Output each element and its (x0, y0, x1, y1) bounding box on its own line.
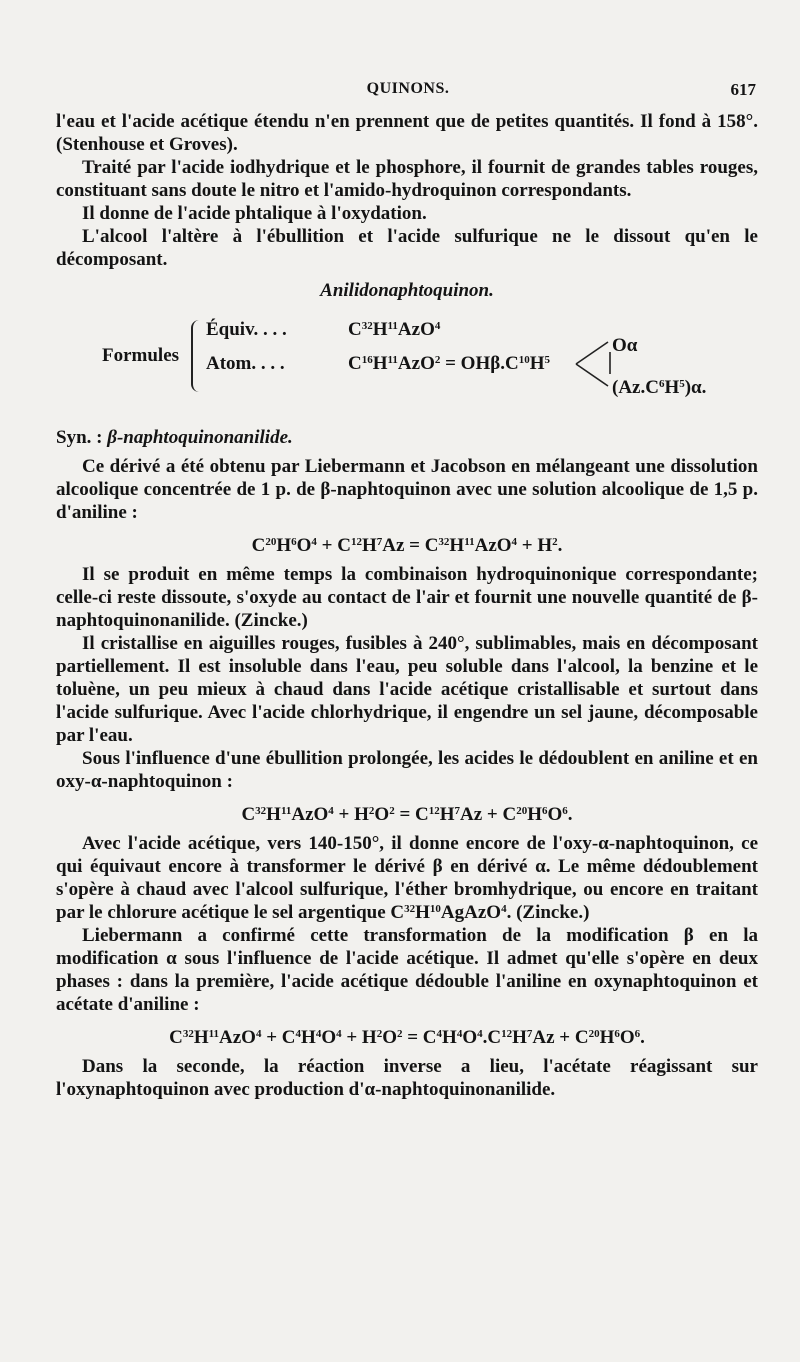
paragraph-5: Ce dérivé a été obtenu par Liebermann et Jacobson en mélangeant une dissolution alcoolique concentrée de 1 p. de β-naphtoquinon avec une solution alcoolique de 1,5 p. d'aniline : (56, 456, 758, 523)
substituent-anilino: $(Az.C^6H^5)\alpha$. (612, 377, 707, 398)
atom-formula: $C^{16}H^{11}AzO^2 = OH\beta.C^{10}H^5$ (348, 353, 551, 374)
paragraph-8: Sous l'influence d'une ébullition prolongée, les acides le dédoublent en aniline et en oxy-α-naphtoquinon : (56, 748, 758, 792)
substituent-oalpha: Oα (612, 335, 638, 356)
equation-2: $C^{32}H^{11}AzO^4 + H^2O^2 = C^{12}H^7Az + C^{20}H^6O^6$. (241, 804, 573, 825)
brace-icon (191, 320, 201, 392)
structure-fork-icon (574, 338, 612, 390)
syn-name: β-naphtoquinonanilide. (107, 427, 293, 448)
syn-label: Syn. : (56, 427, 103, 448)
paragraph-6: Il se produit en même temps la combinaison hydroquinonique correspondante; celle-ci reste dissoute, s'oxyde au contact de l'air et fournit une nouvelle quantité de β-naphtoquinonanilide. (Zincke.) (56, 564, 758, 631)
paragraph-11: Dans la seconde, la réaction inverse a lieu, l'acétate réagissant sur l'oxynaphtoquinon avec production d'α-naphtoquinonanilide. (56, 1056, 758, 1100)
paragraph-9: Avec l'acide acétique, vers 140-150°, il donne encore de l'oxy-α-naphtoquinon, ce qui équivaut encore à transformer le dérivé β en dérivé α. Le même dédoublement s'opère à chaud avec l'alcool sulfurique, l'éther bromhydrique, ou encore en traitant par le chlorure acétique le sel argentique $C^{32}H^{10}AgAzO^4$. (Zincke.) (56, 833, 758, 923)
paragraph-7: Il cristallise en aiguilles rouges, fusibles à 240°, sublimables, mais en décomposant partiellement. Il est insoluble dans l'eau, peu soluble dans l'alcool, la benzine et le toluène, un peu mieux à chaud dans l'acide acétique cristallisable et surtout dans l'acide sulfurique. Avec l'acide chlorhydrique, il engendre un sel jaune, décomposable par l'eau. (56, 633, 758, 746)
running-header (56, 80, 760, 106)
equiv-label: Équiv. . . . (206, 319, 287, 340)
formula-block (56, 318, 758, 414)
paragraph-2: Traité par l'acide iodhydrique et le phosphore, il fournit de grandes tables rouges, constituant sans doute le nitro et l'amido-hydroquinon correspondants. (56, 157, 758, 201)
text-body (56, 110, 758, 1101)
paragraph-9-end: . (Zincke.) (506, 902, 590, 923)
equiv-formula: $C^{32}H^{11}AzO^4$ (348, 319, 441, 340)
paragraph-9-text: Avec l'acide acétique, vers 140-150°, il donne encore de l'oxy-α-naphtoquinon, ce qui équivaut encore à transformer le dérivé β en dérivé α. Le même dédoublement s'opère à chaud avec l'alcool sulfurique, l'éther bromhydrique, ou encore en traitant par le chlorure acétique le sel argentique (56, 833, 758, 923)
paragraph-3: Il donne de l'acide phtalique à l'oxydation. (82, 203, 427, 224)
paragraph-10: Liebermann a confirmé cette transformation de la modification β en la modification α sous l'influence de l'acide acétique. Il admet qu'elle s'opère en deux phases : dans la première, l'acide acétique dédouble l'aniline en oxynaphtoquinon et acétate d'aniline : (56, 925, 758, 1015)
equation-1: $C^{20}H^6O^4 + C^{12}H^7Az = C^{32}H^{11}AzO^4 + H^2$. (251, 535, 563, 556)
atom-label: Atom. . . . (206, 353, 285, 374)
equation-3: $C^{32}H^{11}AzO^4 + C^4H^4O^4 + H^2O^2 = C^4H^4O^4.C^{12}H^7Az + C^{20}H^6O^6$. (169, 1027, 645, 1048)
page-number: 617 (730, 80, 756, 99)
running-title: QUINONS. (366, 80, 450, 97)
formules-label: Formules (102, 345, 180, 366)
synonym-line (56, 426, 758, 449)
paragraph-4: L'alcool l'altère à l'ébullition et l'acide sulfurique ne le dissout qu'en le décomposant. (56, 226, 758, 270)
paragraph-1: l'eau et l'acide acétique étendu n'en prennent que de petites quantités. Il fond à 158°. (Stenhouse et Groves). (56, 111, 758, 155)
section-title: Anilidonaphtoquinon. (320, 280, 494, 301)
